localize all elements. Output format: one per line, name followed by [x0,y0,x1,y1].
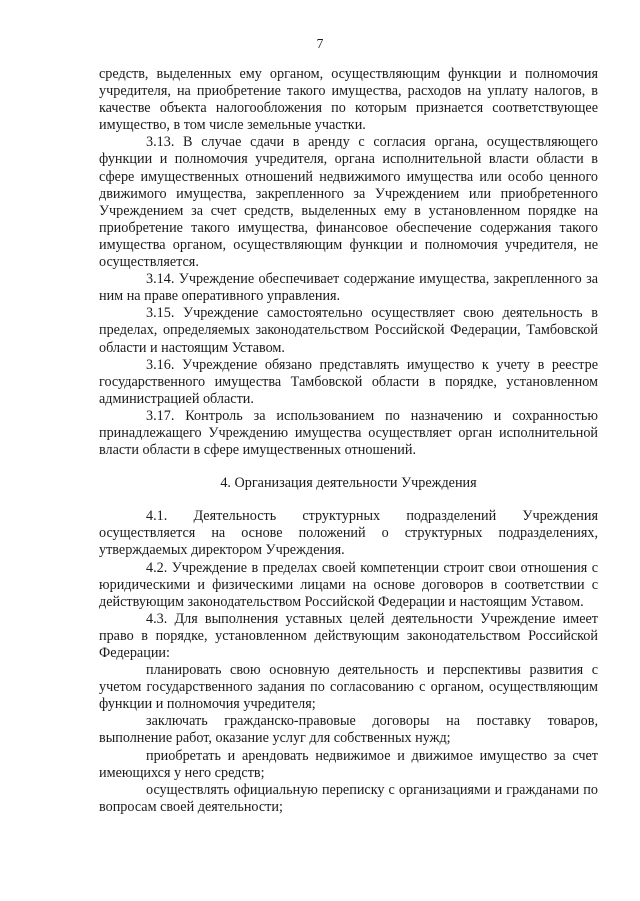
paragraph: 4.2. Учреждение в пределах своей компетенции строит свои отношения с юридическими и физическими лицами на основе договоров в соответствии с действующим законодательством Российской Федерации и настоящим Уставом. [99,559,598,610]
list-item: заключать гражданско-правовые договоры на поставку товаров, выполнение работ, оказание услуг для собственных нужд; [99,713,598,747]
paragraph: 3.13. В случае сдачи в аренду с согласия органа, осуществляющего функции и полномочия учредителя, органа исполнительной власти области в сфере имущественных отношений недвижимого имущества или особо ценного движимого имущества, закрепленного за Учреждением или приобретенного Учреждением за счет средств, выделенных ему в установленном порядке на приобретение такого имущества, финансовое обеспечение содержания такого имущества органом, осуществляющим функции и полномочия учредителя, не осуществляется. [99,134,598,271]
list-item: приобретать и арендовать недвижимое и движимое имущество за счет имеющихся у него средств; [99,747,598,781]
paragraph: средств, выделенных ему органом, осуществляющим функции и полномочия учредителя, на приобретение такого имущества, расходов на уплату налогов, в качестве объекта налогообложения по которым признается соответствующее имущество, в том числе земельные участки. [99,66,598,134]
paragraphs-after-section [99,508,598,816]
paragraph: 4.3. Для выполнения уставных целей деятельности Учреждение имеет право в порядке, установленном действующим законодательством Российской Федерации: [99,610,598,661]
paragraph: 3.17. Контроль за использованием по назначению и сохранностью принадлежащего Учреждению имущества осуществляет орган исполнительной власти области в сфере имущественных отношений. [99,407,598,459]
paragraph: 3.16. Учреждение обязано представлять имущество к учету в реестре государственного имущества Тамбовской области в порядке, установленном администрацией области. [99,356,598,407]
list-item: осуществлять официальную переписку с организациями и гражданами по вопросам своей деятельности; [99,781,598,815]
section-heading: 4. Организация деятельности Учреждения [220,475,477,492]
document-body [99,66,598,816]
paragraph: 3.15. Учреждение самостоятельно осуществляет свою деятельность в пределах, определяемых законодательством Российской Федерации, Тамбовской области и настоящим Уставом. [99,305,598,356]
list-item: планировать свою основную деятельность и перспективы развития с учетом государственного задания по согласованию с органом, осуществляющим функции и полномочия учредителя; [99,662,598,713]
paragraph: 4.1. Деятельность структурных подразделений Учреждения осуществляется на основе положений о структурных подразделениях, утверждаемых директором Учреждения. [99,508,598,559]
paragraph: 3.14. Учреждение обеспечивает содержание имущества, закрепленного за ним на праве оперативного управления. [99,271,598,305]
page-number: 7 [316,36,324,51]
paragraphs-before-section [99,66,598,459]
